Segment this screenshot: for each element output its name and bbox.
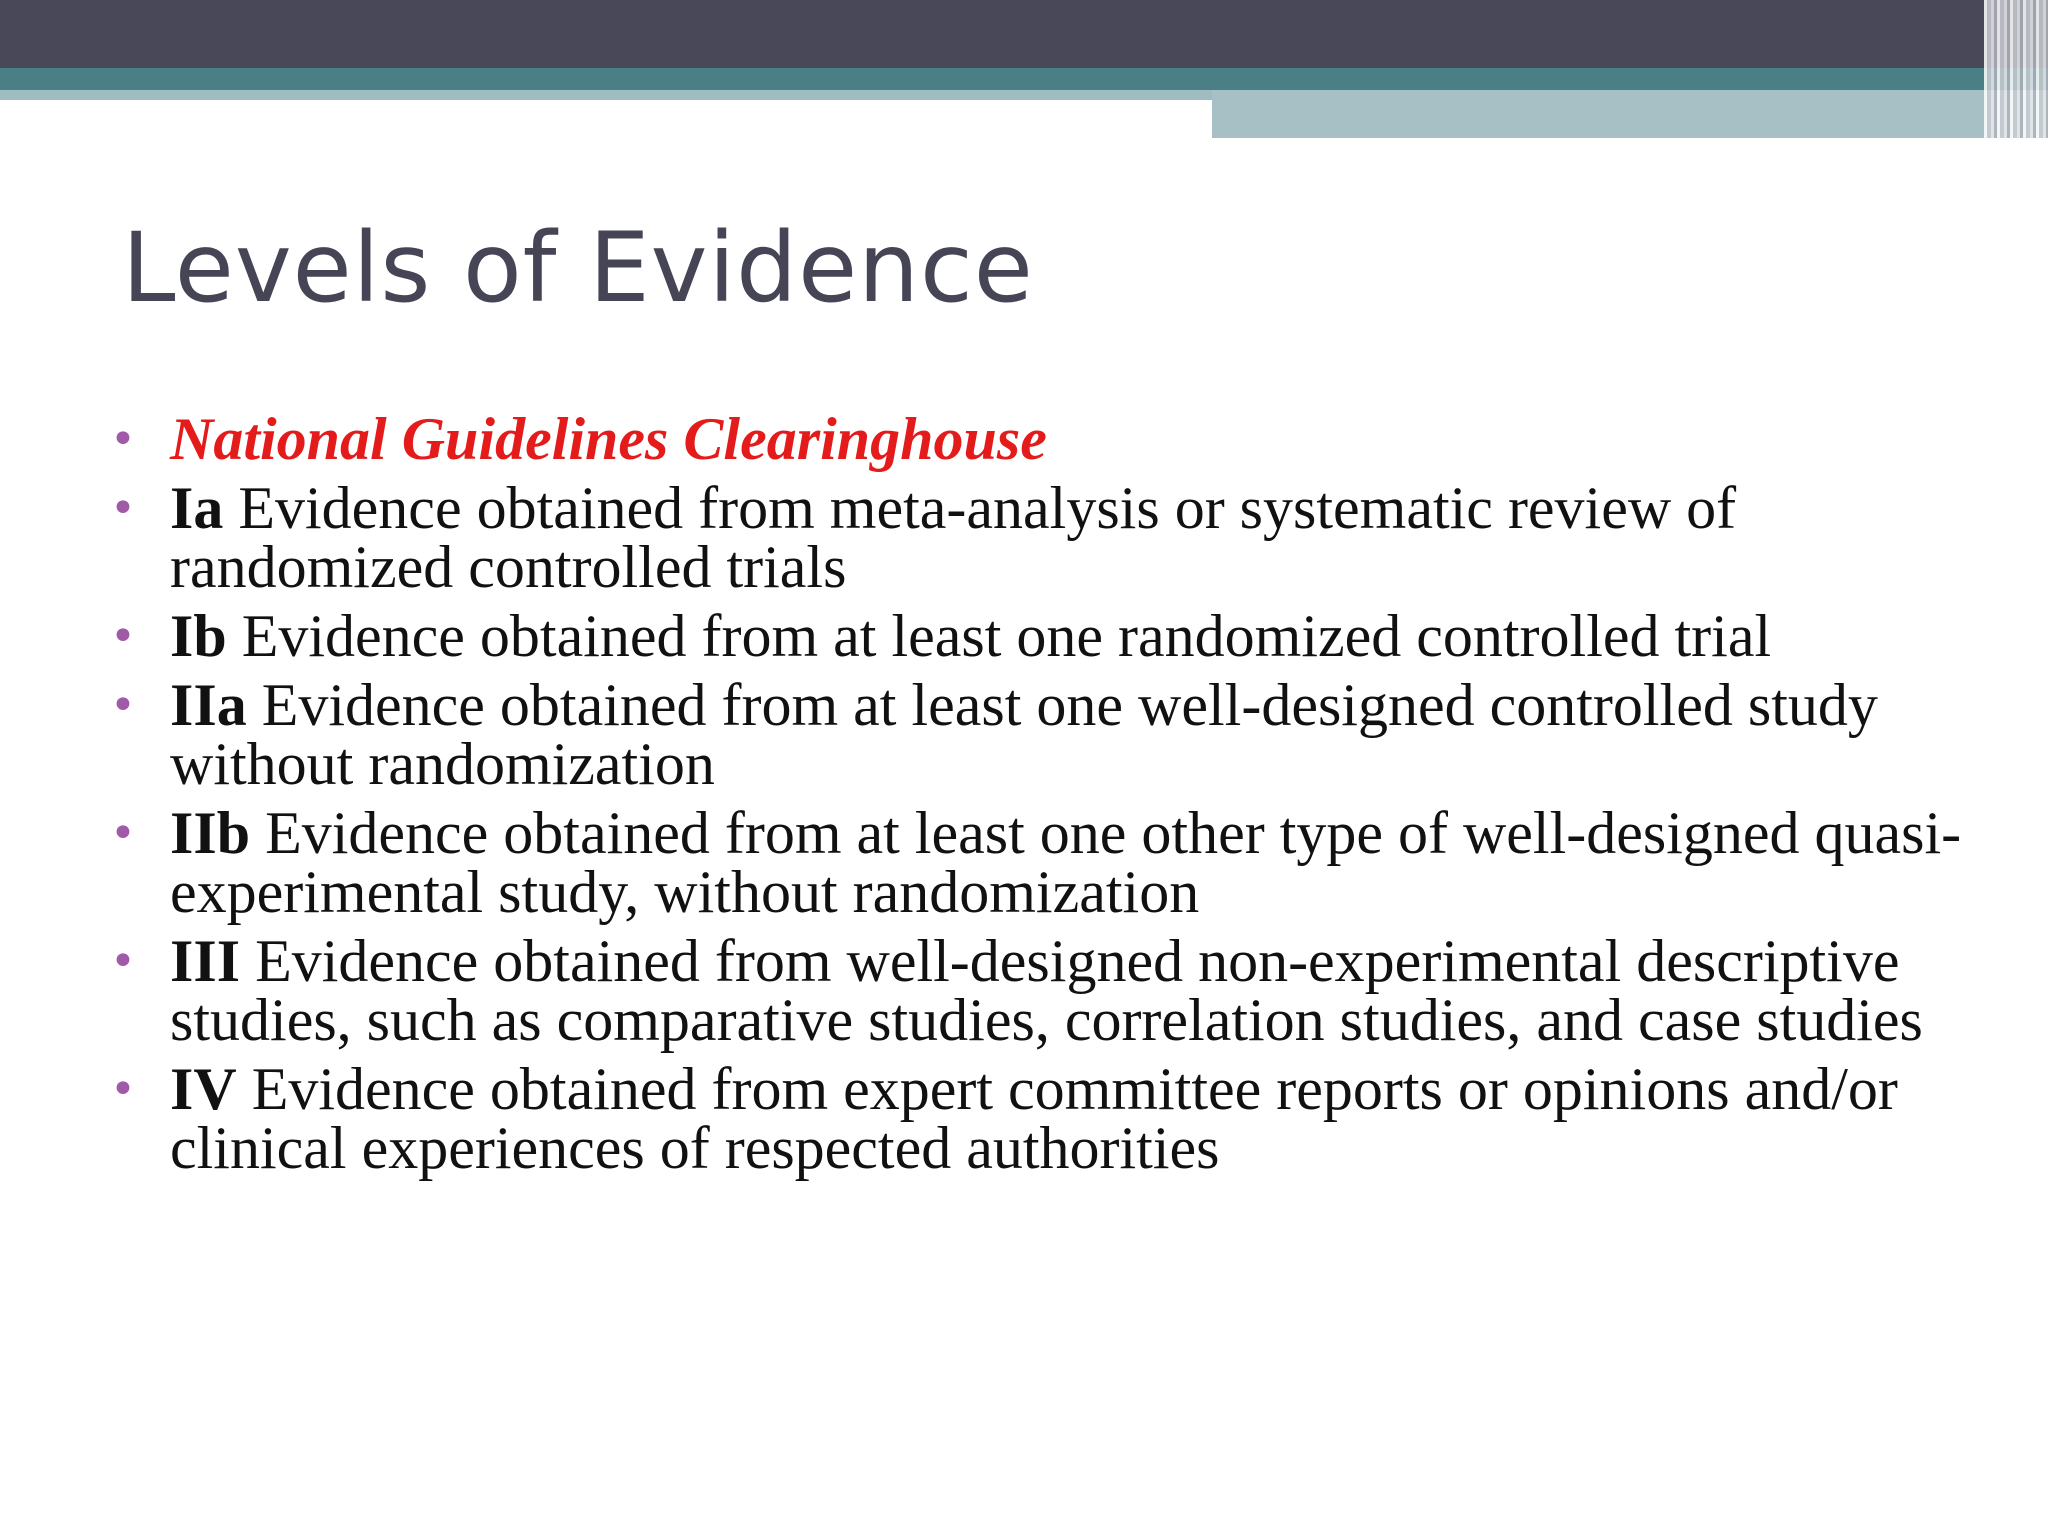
list-heading: National Guidelines Clearinghouse	[170, 406, 1047, 472]
level-description: Evidence obtained from expert committee reports or opinions and/or clinical experiences of respected authorities	[170, 1056, 1898, 1181]
level-code: IIb	[170, 800, 251, 866]
level-description: Evidence obtained from at least one randomized controlled trial	[226, 603, 1772, 669]
bullet-icon: •	[110, 936, 136, 987]
list-item-level-iii	[110, 928, 1990, 1053]
level-description: Evidence obtained from well-designed non-experimental descriptive studies, such as comparative studies, correlation studies, and case studies	[170, 928, 1923, 1053]
level-code: IV	[170, 1056, 237, 1122]
header-band-teal	[0, 68, 2048, 90]
bullet-icon: •	[110, 611, 136, 662]
bullet-icon: •	[110, 414, 136, 465]
bullet-icon: •	[110, 1064, 136, 1115]
list-item-level-iia	[110, 672, 1990, 797]
slide-title: Levels of Evidence	[122, 212, 1034, 324]
level-code: IIa	[170, 672, 247, 738]
list-item-level-ib	[110, 603, 1990, 669]
level-code: Ib	[170, 603, 227, 669]
header-band-dark	[0, 0, 2048, 68]
header-stripes-decoration	[1984, 0, 2048, 138]
bullet-icon: •	[110, 680, 136, 731]
bullet-icon: •	[110, 483, 136, 534]
list-item-level-ia	[110, 475, 1990, 600]
list-item-level-iv	[110, 1056, 1990, 1181]
evidence-levels-list	[110, 406, 1990, 1188]
header-band-light-left	[0, 90, 1212, 100]
level-description: Evidence obtained from at least one well-designed controlled study without randomization	[170, 672, 1878, 797]
level-code: III	[170, 928, 241, 994]
bullet-icon: •	[110, 808, 136, 859]
list-item-level-iib	[110, 800, 1990, 925]
list-item-heading	[110, 406, 1990, 472]
header-band-light-right	[1212, 90, 2048, 138]
level-description: Evidence obtained from at least one other type of well-designed quasi-experimental study, without randomization	[170, 800, 1962, 925]
level-description: Evidence obtained from meta-analysis or systematic review of randomized controlled trials	[170, 475, 1737, 600]
level-code: Ia	[170, 475, 224, 541]
